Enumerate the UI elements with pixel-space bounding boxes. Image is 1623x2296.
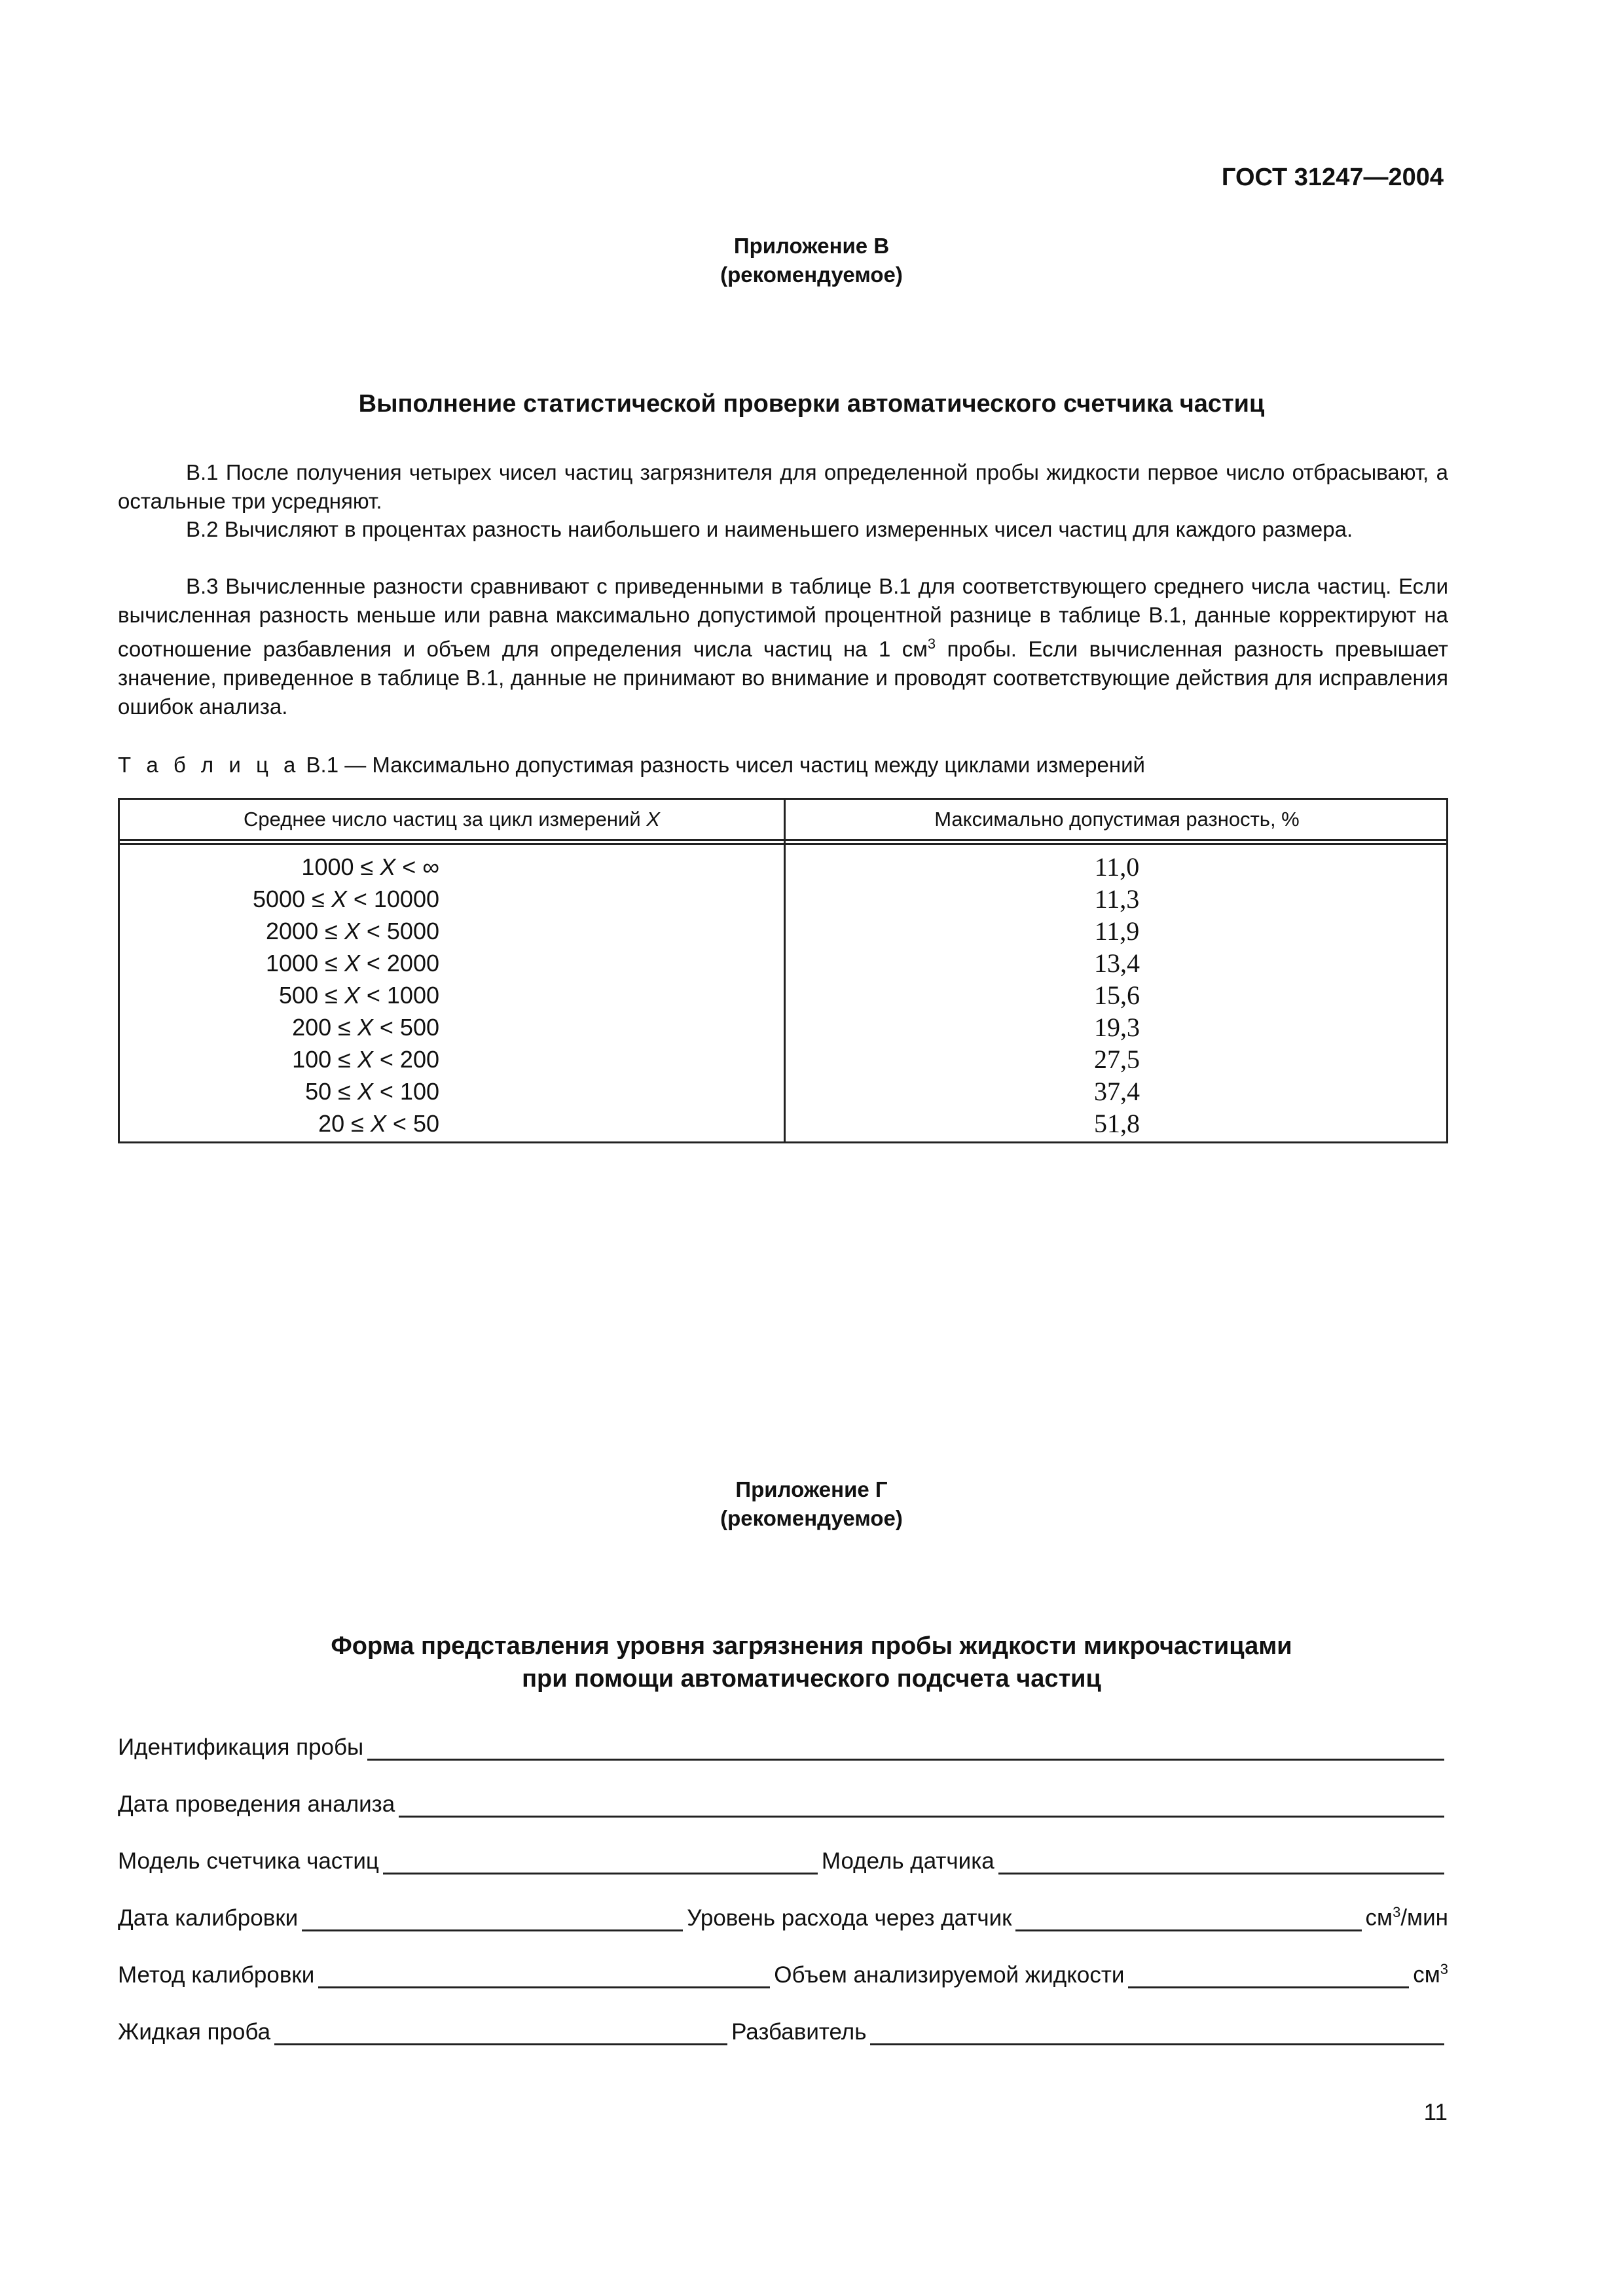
range-var: X <box>344 982 360 1009</box>
table-cell-value: 11,3 <box>1094 884 1140 914</box>
appendix-b-title: Приложение В <box>733 234 890 258</box>
table-cell-value: 37,4 <box>1094 1077 1140 1106</box>
range-lower: 50 ≤ <box>305 1078 357 1105</box>
table-header-rule <box>120 839 1446 841</box>
range-upper: < 100 <box>373 1078 439 1105</box>
liquid-volume-field[interactable] <box>1128 1967 1409 1988</box>
range-lower: 5000 ≤ <box>252 886 331 912</box>
table-cell-range <box>120 979 439 1011</box>
table-cell-range <box>120 1107 439 1139</box>
range-lower: 1000 ≤ <box>301 853 380 880</box>
table-cell-range <box>120 947 439 979</box>
range-lower: 500 ≤ <box>279 982 344 1009</box>
table-caption <box>118 753 1145 778</box>
table-row <box>120 979 1446 1011</box>
paragraph-b1-text: В.1 После получения четырех чисел частиц загрязнителя для определенной пробы жидкости первое число отбрасывают, а остальные три усредняют. <box>118 460 1448 513</box>
range-var: X <box>344 950 360 977</box>
analysis-date-label: Дата проведения анализа <box>118 1791 395 1817</box>
table-row <box>120 1075 1446 1107</box>
table-cell-value: 51,8 <box>1094 1109 1140 1138</box>
flow-rate-field[interactable] <box>1015 1910 1361 1931</box>
table-cell-range <box>120 915 439 947</box>
counter-model-field[interactable] <box>383 1853 818 1874</box>
table-caption-text: В.1 — Максимально допустимая разность чисел частиц между циклами измерений <box>300 753 1145 777</box>
paragraph-b3-text-b: пробы. Если вычисленная разность превышает значение, приведенное в таблице В.1, данные не принимают во внимание и проводят соответствующие действия для исправления ошибок анализа. <box>118 637 1448 719</box>
appendix-g-heading-line2: при помощи автоматического подсчета частиц <box>522 1665 1101 1693</box>
table-cell-value: 27,5 <box>1094 1045 1140 1074</box>
table-header-left-text: Среднее число частиц за цикл измерений <box>244 808 641 831</box>
table-cell-value: 19,3 <box>1094 1013 1140 1042</box>
volume-unit-base: см <box>1413 1962 1440 1988</box>
counter-model-label: Модель счетчика частиц <box>118 1848 379 1874</box>
calibration-date-field[interactable] <box>302 1910 683 1931</box>
range-upper: < 50 <box>386 1110 439 1137</box>
table-header-left-var: X <box>646 808 660 831</box>
paragraph-b3-sup: 3 <box>927 636 936 652</box>
range-upper: < 200 <box>373 1046 439 1073</box>
range-lower: 1000 ≤ <box>266 950 344 977</box>
table-row <box>120 947 1446 979</box>
flow-rate-label: Уровень расхода через датчик <box>687 1905 1012 1931</box>
table-caption-prefix: Т а б л и ц а <box>118 753 301 777</box>
range-var: X <box>380 853 396 880</box>
paragraph-b3-text-a: В.3 Вычисленные разности сравнивают с приведенными в таблице В.1 для соответствующего среднего числа частиц. Если вычисленная разность меньше или равна максимально допустимой процентной разнице в таблице В.1, данные корректируют на соотношение разбавления и объем для определения числа частиц на 1 см <box>118 574 1448 661</box>
flow-unit <box>1366 1904 1448 1931</box>
range-lower: 100 ≤ <box>292 1046 357 1073</box>
table-row <box>120 915 1446 947</box>
liquid-volume-label: Объем анализируемой жидкости <box>774 1962 1125 1988</box>
range-upper: < 500 <box>373 1014 439 1041</box>
form-row-sample-id <box>118 1731 1448 1761</box>
appendix-b-subtitle: (рекомендуемое) <box>720 262 903 287</box>
table-cell-value: 11,9 <box>1094 916 1140 946</box>
appendix-g-subtitle: (рекомендуемое) <box>720 1506 903 1530</box>
paragraph-b1 <box>118 458 1448 516</box>
range-var: X <box>331 886 347 912</box>
analysis-date-field[interactable] <box>399 1796 1444 1818</box>
table-header-right: Максимально допустимая разность, % <box>934 808 1300 831</box>
range-var: X <box>344 918 360 944</box>
range-var: X <box>357 1014 373 1041</box>
flow-unit-base: см <box>1365 1905 1393 1931</box>
table-body <box>120 851 1446 1139</box>
form-row-calibration-flow <box>118 1901 1448 1931</box>
table-cell-value: 11,0 <box>1094 852 1140 882</box>
form-row-method-volume <box>118 1958 1448 1988</box>
form-row-sample-diluent <box>118 2015 1448 2045</box>
table-row <box>120 1043 1446 1075</box>
appendix-g-heading-line1: Форма представления уровня загрязнения пробы жидкости микрочастицами <box>331 1632 1292 1660</box>
appendix-b-heading: Выполнение статистической проверки автоматического счетчика частиц <box>358 390 1265 418</box>
sample-id-label: Идентификация пробы <box>118 1734 364 1760</box>
table-row <box>120 1011 1446 1043</box>
calibration-method-label: Метод калибровки <box>118 1962 315 1988</box>
range-upper: < 5000 <box>359 918 439 944</box>
page-number: 11 <box>1423 2100 1448 2125</box>
appendix-g-title: Приложение Г <box>735 1477 888 1501</box>
table-cell-range <box>120 1011 439 1043</box>
range-var: X <box>357 1046 373 1073</box>
calibration-method-field[interactable] <box>318 1967 770 1988</box>
sensor-model-field[interactable] <box>998 1853 1444 1874</box>
table-cell-range <box>120 1075 439 1107</box>
range-upper: < 2000 <box>359 950 439 977</box>
calibration-date-label: Дата калибровки <box>118 1905 299 1931</box>
table-cell-range <box>120 1043 439 1075</box>
sample-id-field[interactable] <box>367 1739 1444 1761</box>
volume-unit <box>1413 1961 1448 1988</box>
range-upper: < ∞ <box>395 853 439 880</box>
flow-unit-sup: 3 <box>1393 1904 1401 1921</box>
range-lower: 2000 ≤ <box>266 918 344 944</box>
table-cell-range <box>120 851 439 883</box>
range-var: X <box>370 1110 386 1137</box>
range-upper: < 1000 <box>359 982 439 1009</box>
table-row <box>120 883 1446 915</box>
range-var: X <box>357 1078 373 1105</box>
flow-unit-suffix: /мин <box>1400 1905 1448 1931</box>
sensor-model-label: Модель датчика <box>821 1848 994 1874</box>
diluent-label: Разбавитель <box>731 2019 867 2045</box>
paragraph-b2-text: В.2 Вычисляют в процентах разность наибольшего и наименьшего измеренных чисел частиц для каждого размера. <box>186 517 1353 541</box>
table-cell-value: 15,6 <box>1094 980 1140 1010</box>
table-cell-value: 13,4 <box>1094 948 1140 978</box>
form-row-models <box>118 1844 1448 1874</box>
liquid-sample-field[interactable] <box>274 2024 727 2045</box>
diluent-field[interactable] <box>870 2024 1444 2045</box>
form-row-analysis-date <box>118 1787 1448 1818</box>
range-upper: < 10000 <box>346 886 439 912</box>
paragraph-b3 <box>118 572 1448 721</box>
range-lower: 20 ≤ <box>318 1110 371 1137</box>
document-code: ГОСТ 31247—2004 <box>1221 164 1444 191</box>
paragraph-b2 <box>118 515 1448 544</box>
table-row <box>120 851 1446 883</box>
range-lower: 200 ≤ <box>292 1014 357 1041</box>
table-header-rule-double <box>120 843 1446 845</box>
table-b1 <box>118 798 1448 1143</box>
volume-unit-sup: 3 <box>1440 1961 1448 1978</box>
table-header-left <box>120 808 784 831</box>
liquid-sample-label: Жидкая проба <box>118 2019 271 2045</box>
table-row <box>120 1107 1446 1139</box>
table-cell-range <box>120 883 439 915</box>
